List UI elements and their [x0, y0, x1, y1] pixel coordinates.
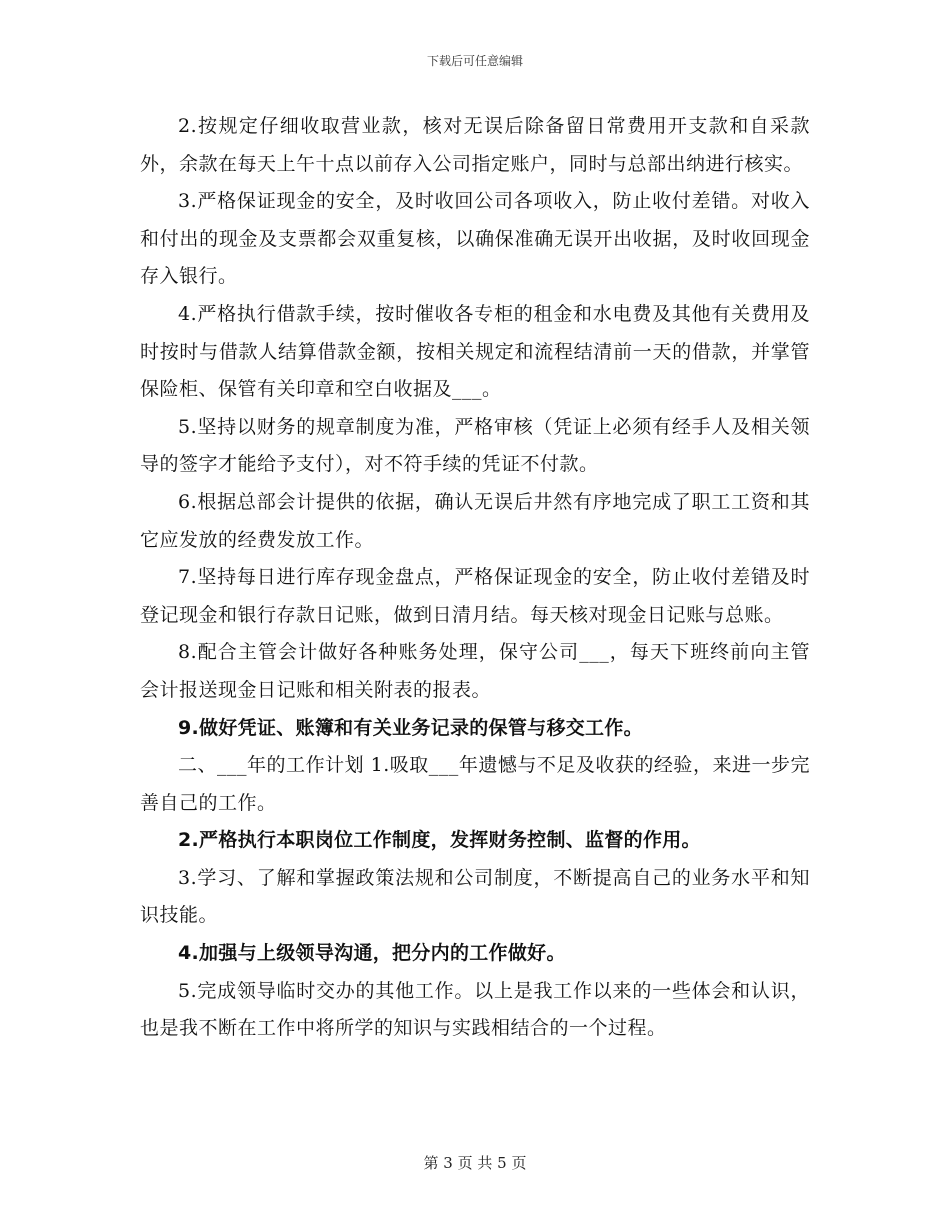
paragraph-item-6: 6.根据总部会计提供的依据，确认无误后井然有序地完成了职工工资和其它应发放的经费发放工作。 [140, 490, 810, 551]
document-body [140, 108, 810, 1048]
paragraph-plan-intro: 二、___年的工作计划 1.吸取___年遗憾与不足及收获的经验，来进一步完善自己的工作。 [140, 754, 810, 814]
paragraph-item-4: 4.严格执行借款手续，按时催收各专柜的租金和水电费及其他有关费用及时按时与借款人结算借款金额，按相关规定和流程结清前一天的借款，并掌管保险柜、保管有关印章和空白收据及___。 [140, 302, 810, 401]
paragraph-item-9: 9.做好凭证、账簿和有关业务记录的保管与移交工作。 [178, 716, 643, 739]
paragraph-item-2: 2.按规定仔细收取营业款，核对无误后除备留日常费用开支款和自采款外，余款在每天上午十点以前存入公司指定账户，同时与总部出纳进行核实。 [140, 115, 810, 175]
paragraph-plan-5: 5.完成领导临时交办的其他工作。以上是我工作以来的一些体会和认识，也是我不断在工作中将所学的知识与实践相结合的一个过程。 [140, 979, 810, 1040]
paragraph-item-7: 7.坚持每日进行库存现金盘点，严格保证现金的安全，防止收付差错及时登记现金和银行存款日记账，做到日清月结。每天核对现金日记账与总账。 [140, 566, 810, 626]
paragraph-plan-2: 2.严格执行本职岗位工作制度，发挥财务控制、监督的作用。 [178, 829, 701, 852]
paragraph-item-3: 3.严格保证现金的安全，及时收回公司各项收入，防止收付差错。对收入和付出的现金及支票都会双重复核，以确保准确无误开出收据，及时收回现金存入银行。 [140, 190, 810, 288]
paragraph-plan-3: 3.学习、了解和掌握政策法规和公司制度，不断提高自己的业务水平和知识技能。 [140, 866, 810, 927]
paragraph-item-5: 5.坚持以财务的规章制度为准，严格审核（凭证上必须有经手人及相关领导的签字才能给予支付），对不符手续的凭证不付款。 [140, 415, 810, 476]
paragraph-plan-4: 4.加强与上级领导沟通，把分内的工作做好。 [178, 942, 566, 965]
paragraph-item-8: 8.配合主管会计做好各种账务处理，保守公司___，每天下班终前向主管会计报送现金日记账和相关附表的报表。 [140, 641, 810, 701]
header-note: 下载后可任意编辑 [426, 54, 523, 68]
page-number: 第 3 页 共 5 页 [423, 1154, 527, 1172]
